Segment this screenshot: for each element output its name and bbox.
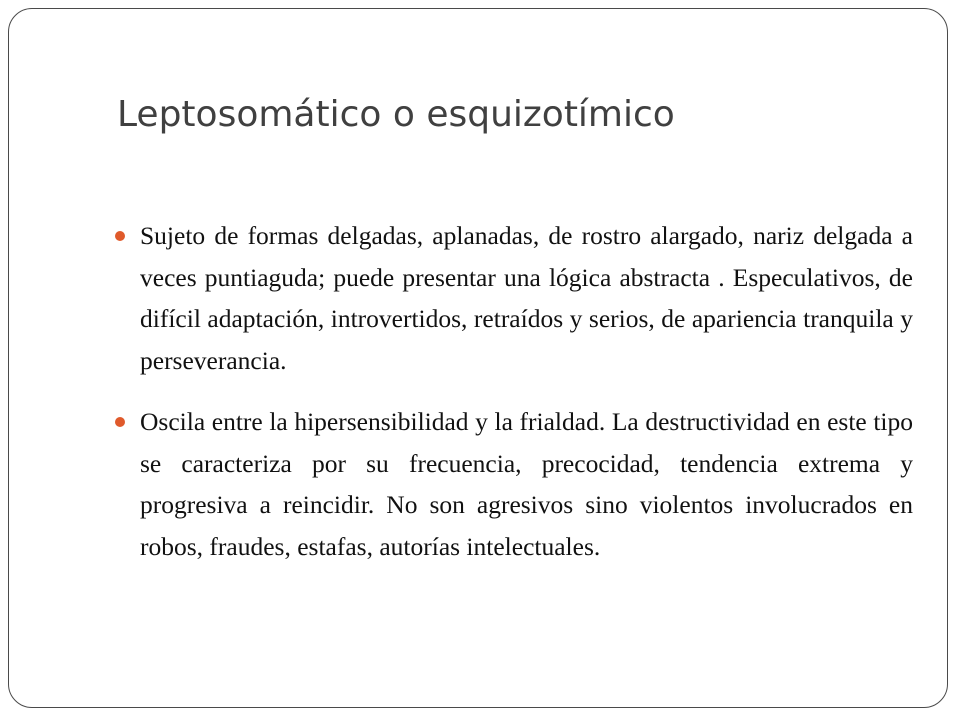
slide-title: Leptosomático o esquizotímico — [117, 94, 675, 135]
bullet-item — [113, 215, 913, 381]
bullet-list — [113, 215, 913, 587]
bullet-item — [113, 401, 913, 567]
slide-frame — [8, 8, 948, 708]
bullet-text: Sujeto de formas delgadas, aplanadas, de rostro alargado, nariz delgada a veces puntiaguda; puede presentar una lógica abstracta . Especulativos, de difícil adaptación, introvertidos, retraídos y serios, de apariencia tranquila y perseverancia. — [140, 221, 913, 375]
round-bullet-icon — [115, 231, 125, 241]
round-bullet-icon — [115, 417, 125, 427]
bullet-text: Oscila entre la hipersensibilidad y la frialdad. La destructividad en este tipo se caracteriza por su frecuencia, precocidad, tendencia extrema y progresiva a reincidir. No son agresivos sino violentos involucrados en robos, fraudes, estafas, autorías intelectuales. — [140, 407, 913, 561]
